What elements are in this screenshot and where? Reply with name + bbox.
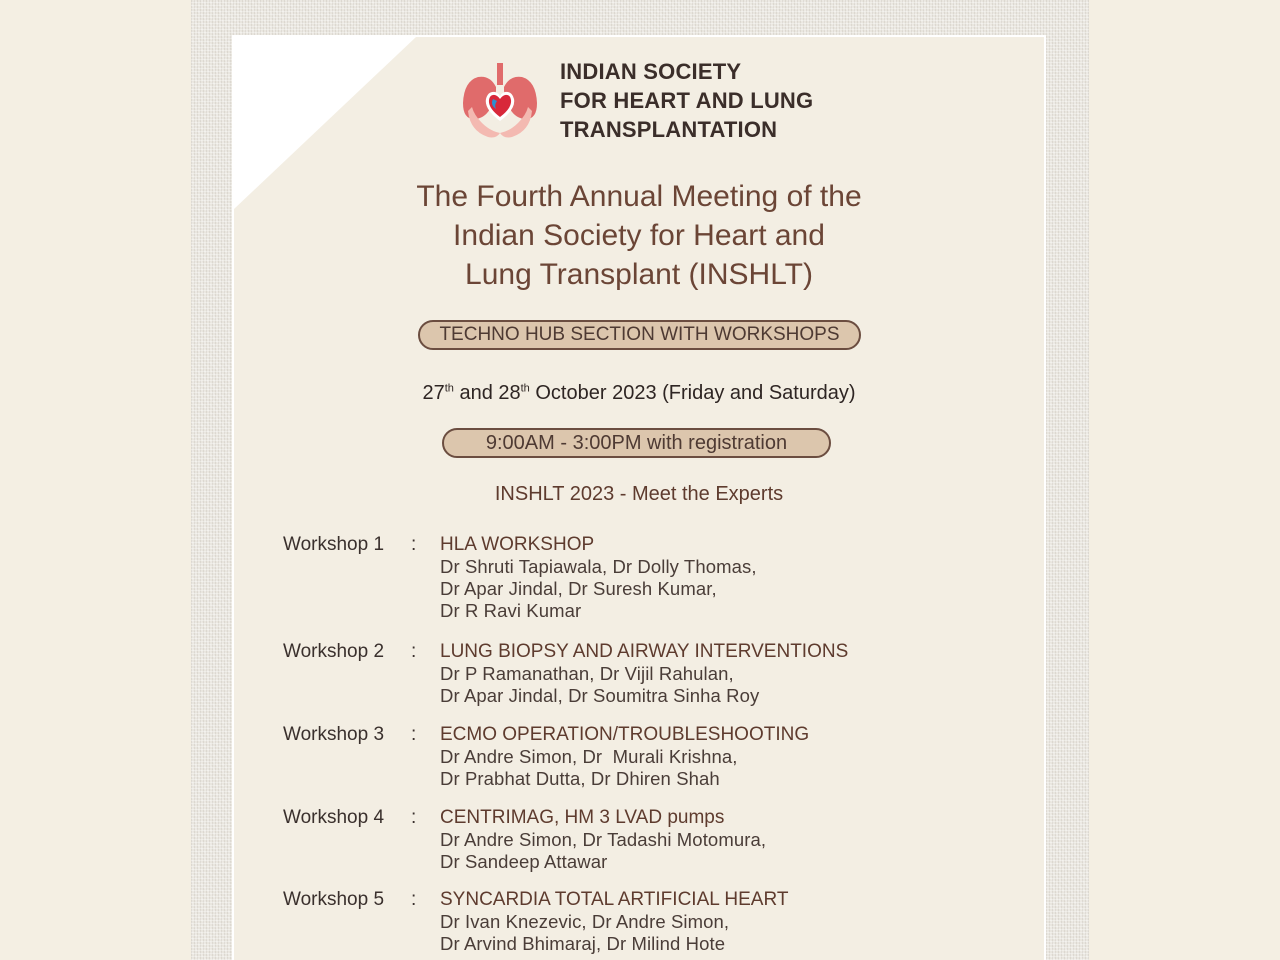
poster-card [234, 37, 1044, 960]
workshop-title: CENTRIMAG, HM 3 LVAD pumps [440, 807, 725, 828]
title-line-2: Indian Society for Heart and [453, 219, 825, 252]
date-day-2: 28 [498, 382, 521, 404]
workshop-faculty-line: Dr Apar Jindal, Dr Soumitra Sinha Roy [440, 685, 760, 706]
workshop-faculty-line: Dr Ivan Knezevic, Dr Andre Simon, [440, 911, 730, 932]
workshop-title: LUNG BIOPSY AND AIRWAY INTERVENTIONS [440, 641, 849, 662]
workshop-title: HLA WORKSHOP [440, 534, 595, 555]
workshop-label: Workshop 4 [283, 807, 385, 828]
workshop-faculty-line: Dr Apar Jindal, Dr Suresh Kumar, [440, 578, 717, 599]
workshop-faculty-line: Dr Andre Simon, Dr Tadashi Motomura, [440, 829, 767, 850]
workshop-faculty-line: Dr R Ravi Kumar [440, 600, 582, 621]
workshop-title: SYNCARDIA TOTAL ARTIFICIAL HEART [440, 889, 789, 910]
workshop-separator: : [411, 641, 417, 662]
title-line-1: The Fourth Annual Meeting of the [416, 180, 862, 213]
lungs-heart-hands-logo-icon [460, 61, 540, 141]
workshop-title: ECMO OPERATION/TROUBLESHOOTING [440, 724, 810, 745]
workshop-faculty-line: Dr Arvind Bhimaraj, Dr Milind Hote [440, 933, 726, 954]
date-rest: October 2023 (Friday and Saturday) [529, 382, 856, 404]
title-line-3: Lung Transplant (INSHLT) [465, 258, 813, 291]
workshop-separator: : [411, 534, 417, 555]
time-badge: 9:00AM - 3:00PM with registration [442, 428, 831, 458]
organization-line-1: INDIAN SOCIETY [560, 59, 742, 84]
organization-line-3: TRANSPLANTATION [560, 117, 778, 142]
date-day-1: 27 [422, 382, 445, 404]
organization-line-2: FOR HEART AND LUNG [560, 88, 814, 113]
workshop-label: Workshop 5 [283, 889, 385, 910]
workshop-faculty-line: Dr P Ramanathan, Dr Vijil Rahulan, [440, 663, 734, 684]
workshop-separator: : [411, 889, 417, 910]
section-badge: TECHNO HUB SECTION WITH WORKSHOPS [418, 320, 861, 350]
organization-name [560, 57, 813, 144]
workshop-label: Workshop 2 [283, 641, 385, 662]
workshop-faculty-line: Dr Prabhat Dutta, Dr Dhiren Shah [440, 768, 720, 789]
date-suffix-1: th [444, 382, 454, 395]
workshop-separator: : [411, 807, 417, 828]
workshop-faculty-line: Dr Sandeep Attawar [440, 851, 608, 872]
workshop-faculty-line: Dr Andre Simon, Dr Murali Krishna, [440, 746, 738, 767]
workshop-label: Workshop 3 [283, 724, 385, 745]
workshop-faculty-line: Dr Shruti Tapiawala, Dr Dolly Thomas, [440, 556, 757, 577]
workshop-label: Workshop 1 [283, 534, 385, 555]
meet-the-experts-heading: INSHLT 2023 - Meet the Experts [494, 483, 784, 505]
date-and: and [453, 382, 499, 404]
event-date [234, 379, 1044, 407]
meeting-title [234, 177, 1044, 294]
workshop-separator: : [411, 724, 417, 745]
date-suffix-2: th [520, 382, 530, 395]
